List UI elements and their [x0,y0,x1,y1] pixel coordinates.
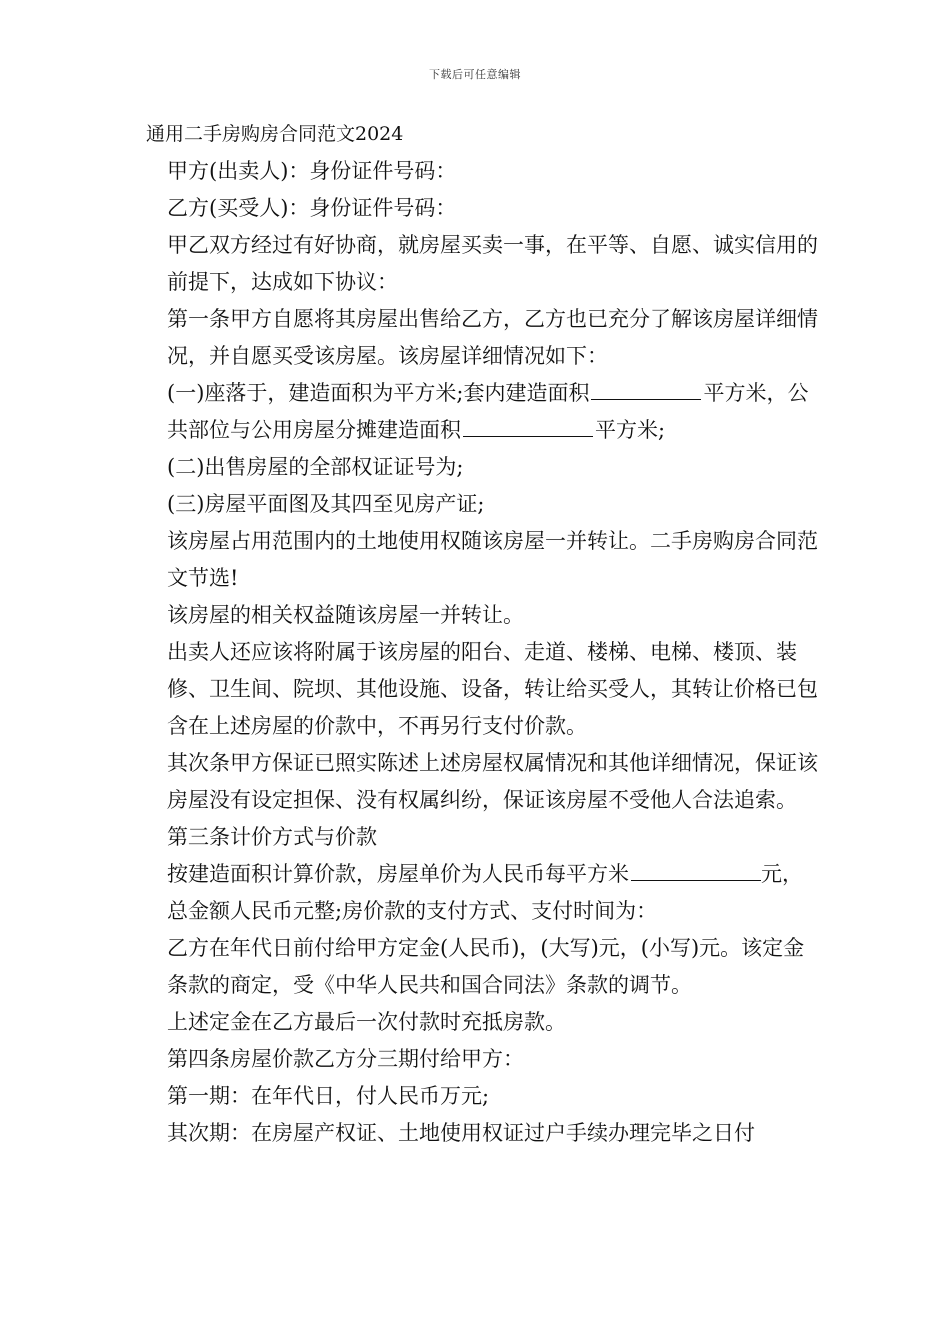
floor-plan-paragraph: (三)房屋平面图及其四至见房产证; [167,492,485,516]
property-location-paragraph [146,375,822,449]
deposit-paragraph: 乙方在年代日前付给甲方定金(人民币)，(大写)元，(小写)元。该定金条款的商定，受《中华人民共和国合同法》条款的调节。 [167,936,805,997]
contract-body [146,116,822,1152]
rights-transfer-paragraph: 该房屋的相关权益随该房屋一并转让。 [167,603,524,627]
property-location-text-a: (一)座落于，建造面积为平方米;套内建造面积 [167,381,590,405]
pricing-text-a: 按建造面积计算价款，房屋单价为人民币每平方米 [167,862,629,886]
document-title: 通用二手房购房合同范文2024 [146,123,404,145]
property-location-text-b: 平方米，公共部位与公用房屋分摊建造面积 [167,381,809,442]
land-use-paragraph: 该房屋占用范围内的土地使用权随该房屋一并转让。二手房购房合同范文节选! [167,529,818,590]
inner-area-blank[interactable] [591,376,701,400]
shared-area-blank[interactable] [463,413,593,437]
ancillary-facilities-paragraph: 出卖人还应该将附属于该房屋的阳台、走道、楼梯、电梯、楼顶、装修、卫生间、院坝、其他设施、设备，转让给买受人，其转让价格已包含在上述房屋的价款中，不再另行支付价款。 [167,640,818,738]
party-b-line: 乙方(买受人)：身份证件号码： [167,196,457,220]
certificate-number-paragraph: (二)出售房屋的全部权证证号为; [167,455,464,479]
article-1-paragraph: 第一条甲方自愿将其房屋出售给乙方，乙方也已充分了解该房屋详细情况，并自愿买受该房屋。该房屋详细情况如下： [167,307,818,368]
first-installment-paragraph: 第一期：在年代日，付人民币万元; [167,1084,490,1108]
preamble-paragraph: 甲乙双方经过有好协商，就房屋买卖一事，在平等、自愿、诚实信用的前提下，达成如下协议： [167,233,818,294]
second-installment-paragraph: 其次期：在房屋产权证、土地使用权证过户手续办理完毕之日付 [167,1121,755,1145]
property-location-text-c: 平方米; [595,418,666,442]
article-4-heading: 第四条房屋价款乙方分三期付给甲方： [167,1047,524,1071]
article-3-heading: 第三条计价方式与价款 [167,825,377,849]
unit-price-blank[interactable] [631,857,761,881]
pricing-paragraph [146,856,822,930]
pricing-text-b: 元，总金额人民币元整;房价款的支付方式、支付时间为： [167,862,803,923]
party-a-line: 甲方(出卖人)：身份证件号码： [167,159,457,183]
page-header: 下载后可任意编辑 [429,68,521,81]
article-2-paragraph: 其次条甲方保证已照实陈述上述房屋权属情况和其他详细情况，保证该房屋没有设定担保、没有权属纠纷，保证该房屋不受他人合法追索。 [167,751,818,812]
deposit-offset-paragraph: 上述定金在乙方最后一次付款时充抵房款。 [167,1010,566,1034]
